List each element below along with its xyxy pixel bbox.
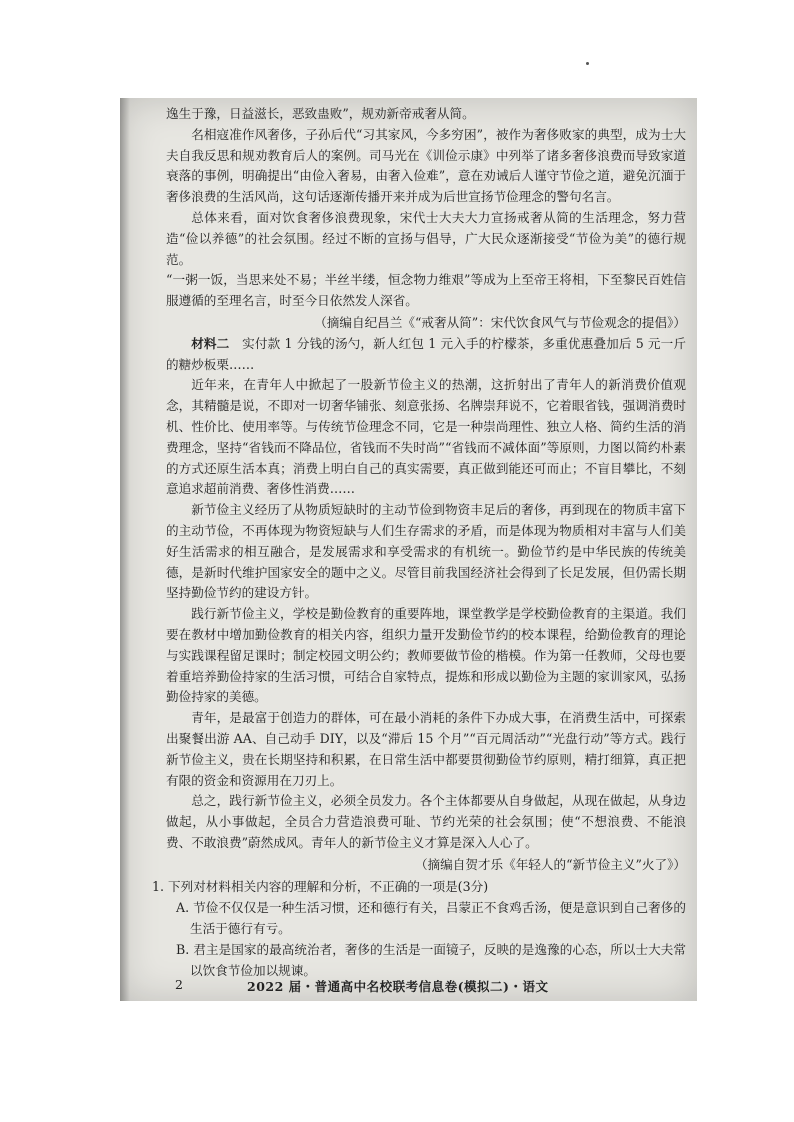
option-a: A. 节俭不仅仅是一种生活习惯，还和德行有关，吕蒙正不食鸡舌汤，便是意识到自己奢侈的生活于德行有亏。 [176,900,686,937]
paragraph: 总之，践行新节俭主义，必须全员发力。各个主体都要从自身做起，从现在做起，从身边做起，从小事做起，全员合力营造浪费可耻、节约光荣的社会氛围；使“不想浪费、不能浪费、不敢浪费”蔚然成风。青年人的新节俭主义才算是深入人心了。 [166,793,686,850]
page-number: 2 [175,977,183,992]
source-citation: （摘编自贺才乐《年轻人的“新节俭主义”火了》） [414,856,686,872]
paragraph: 近年来，在青年人中掀起了一股新节俭主义的热潮，这折射出了青年人的新消费价值观念，其精髓是说，不即对一切奢华铺张、刻意张扬、名牌崇拜说不，它着眼省钱，强调消费时机、性价比、使用率等。与传统节俭理念不同，它是一种崇尚理性、独立人格、简约生活的消费理念，坚持“省钱而不降品位，省钱而不失时尚”“省钱而不减体面”等原则，力图以简约朴素的方式还原生活本真；消费上明白自己的真实需要，真正做到能还可而止；不盲目攀比，不刻意追求超前消费、奢侈性消费…… [166,377,686,497]
document-body [152,104,686,981]
material-intro-text: 实付款 1 分钱的汤勺，新人红包 1 元入手的柠檬茶，多重优惠叠加后 5 元一斤的糖炒板栗…… [166,335,686,372]
stray-mark [586,62,589,65]
footer-title: 2022 届・普通高中名校联考信息卷(模拟二)・语文 [247,979,549,994]
paragraph: 新节俭主义经历了从物质短缺时的主动节俭到物资丰足后的奢侈，再到现在的物质丰富下的主动节俭，不再体现为物资短缺与人们生存需求的矛盾，而是体现为物质相对丰富与人们美好生活需求的相互融合，是发展需求和享受需求的有机统一。勤俭节约是中华民族的传统美德，是新时代维护国家安全的题中之义。尽管目前我国经济社会得到了长足发展，但仍需长期坚持勤俭节约的建设方针。 [166,502,686,601]
paragraph: 青年，是最富于创造力的群体，可在最小消耗的条件下办成大事，在消费生活中，可探索出聚餐出游 AA、自己动手 DIY，以及“滞后 15 个月”“百元周活动”“光盘行动”等方式。践行新节俭主义，贵在长期坚持和积累，在日常生活中都要贯彻勤俭节约原则，精打细算，真正把有限的资金和资源用在刀刃上。 [166,710,686,788]
option-b: B. 君主是国家的最高统治者，奢侈的生活是一面镜子，反映的是逸豫的心态，所以士大夫常以饮食节俭加以规谏。 [176,941,686,978]
source-citation: （摘编自纪昌兰《“戒奢从简”：宋代饮食风气与节俭观念的提倡》） [314,314,686,330]
material-two-intro [166,334,686,376]
question-block [152,877,686,981]
page-photo [120,98,697,1001]
question-stem: 1. 下列对材料相关内容的理解和分析，不正确的一项是(3分) [152,879,489,895]
material-label: 材料二 [191,335,230,351]
paragraph: 名相寇准作风奢侈，子孙后代“习其家风，今多穷困”，被作为奢侈败家的典型，成为士大夫自我反思和规劝教育后人的案例。司马光在《训俭示康》中列举了诸多奢侈浪费而导致家道衰落的事例，明确提出“由俭入奢易，由奢入俭难”，意在劝诫后人谨守节俭之道，避免沉湎于奢侈浪费的生活风尚，这句话逐渐传播开来并成为后世宣扬节俭理念的警句名言。 [166,126,686,205]
paragraph: 逸生于豫，日益滋长，恶致蛊败”，规劝新帝戒奢从简。 [166,106,475,121]
paragraph: 践行新节俭主义，学校是勤俭教育的重要阵地，课堂教学是学校勤俭教育的主渠道。我们要在教材中增加勤俭教育的相关内容，组织力量开发勤俭节约的校本课程，给勤俭教育的理论与实践课程留足课时；制定校园文明公约；教师要做节俭的楷模。作为第一任教师，父母也要着重培养勤俭持家的生活习惯，可结合自家特点，提炼和形成以勤俭为主题的家训家风，弘扬勤俭持家的美德。 [166,606,686,705]
paragraph: 总体来看，面对饮食奢侈浪费现象，宋代士大夫大力宣扬戒奢从简的生活理念，努力营造“俭以养德”的社会氛围。经过不断的宣扬与倡导，广大民众逐渐接受“节俭为美”的德行规范。 [166,209,686,267]
paragraph-quote: “一粥一饭，当思来处不易；半丝半缕，恒念物力维艰”等成为上至帝王将相，下至黎民百姓信服遵循的至理名言，时至今日依然发人深省。 [166,272,686,309]
